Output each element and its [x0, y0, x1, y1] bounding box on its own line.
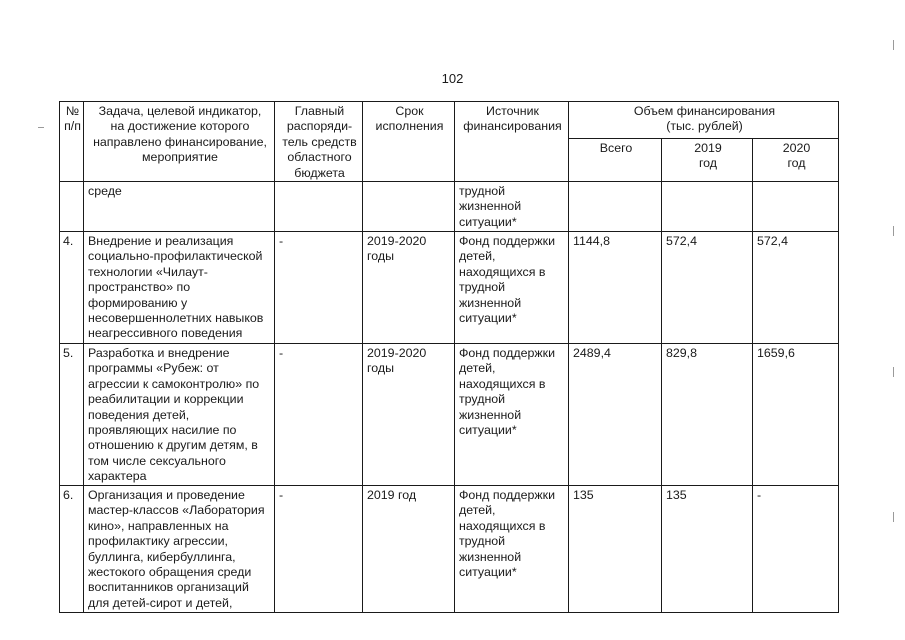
table-header-row	[60, 102, 839, 139]
row-manager: -	[275, 344, 363, 486]
financing-table	[59, 101, 839, 613]
header-total: Всего	[569, 139, 662, 182]
row-total: 135	[569, 486, 662, 613]
scan-mark	[38, 127, 44, 128]
row-total: 2489,4	[569, 344, 662, 486]
row-number: 4.	[60, 232, 84, 344]
page-number: 102	[441, 71, 464, 86]
header-source: Источник финансирования	[455, 102, 569, 182]
row-number: 6.	[60, 486, 84, 613]
row-2019: 135	[662, 486, 753, 613]
scan-mark	[893, 226, 894, 236]
row-task: Разработка и внедрение программы «Рубеж: от агрессии к самоконтролю» по реабилитации и коррекции поведения детей, проявляющих насилие по отношению к другим детям, в том числе сексуального характера	[84, 344, 275, 486]
row-source: трудной жизненной ситуации*	[455, 182, 569, 232]
row-manager	[275, 182, 363, 232]
row-source: Фонд поддержки детей, находящихся в трудной жизненной ситуации*	[455, 232, 569, 344]
header-2019: 2019 год	[662, 139, 753, 182]
row-number	[60, 182, 84, 232]
row-2019: 829,8	[662, 344, 753, 486]
header-task: Задача, целевой индикатор, на достижение которого направлено финансирование, мероприятие	[84, 102, 275, 182]
table-row	[60, 182, 839, 232]
row-task: Организация и проведение мастер-классов «Лаборатория кино», направленных на профилактику агрессии, буллинга, кибербуллинга, жестокого обращения среди воспитанников организаций для детей-сирот и детей,	[84, 486, 275, 613]
row-source: Фонд поддержки детей, находящихся в трудной жизненной ситуации*	[455, 344, 569, 486]
row-2019: 572,4	[662, 232, 753, 344]
row-total	[569, 182, 662, 232]
table-row	[60, 344, 839, 486]
header-manager: Главный распоряди- тель средств областного бюджета	[275, 102, 363, 182]
row-manager: -	[275, 232, 363, 344]
scan-mark	[893, 40, 894, 50]
row-term: 2019 год	[363, 486, 455, 613]
header-term: Срок исполнения	[363, 102, 455, 182]
row-total: 1144,8	[569, 232, 662, 344]
header-volume: Объем финансирования (тыс. рублей)	[569, 102, 839, 139]
row-task: Внедрение и реализация социально-профилактической технологии «Чилаут- пространство» по формированию у несовершеннолетних навыков неагрессивного поведения	[84, 232, 275, 344]
row-source: Фонд поддержки детей, находящихся в трудной жизненной ситуации*	[455, 486, 569, 613]
header-2020: 2020 год	[753, 139, 839, 182]
row-manager: -	[275, 486, 363, 613]
scan-mark	[893, 512, 894, 522]
row-number: 5.	[60, 344, 84, 486]
row-task: среде	[84, 182, 275, 232]
row-2020	[753, 182, 839, 232]
table-row	[60, 232, 839, 344]
row-term	[363, 182, 455, 232]
table-row	[60, 486, 839, 613]
row-2019	[662, 182, 753, 232]
row-term: 2019-2020 годы	[363, 344, 455, 486]
row-2020: -	[753, 486, 839, 613]
row-2020: 1659,6	[753, 344, 839, 486]
header-num: № п/п	[60, 102, 84, 182]
scan-mark	[893, 367, 894, 377]
row-term: 2019-2020 годы	[363, 232, 455, 344]
row-2020: 572,4	[753, 232, 839, 344]
